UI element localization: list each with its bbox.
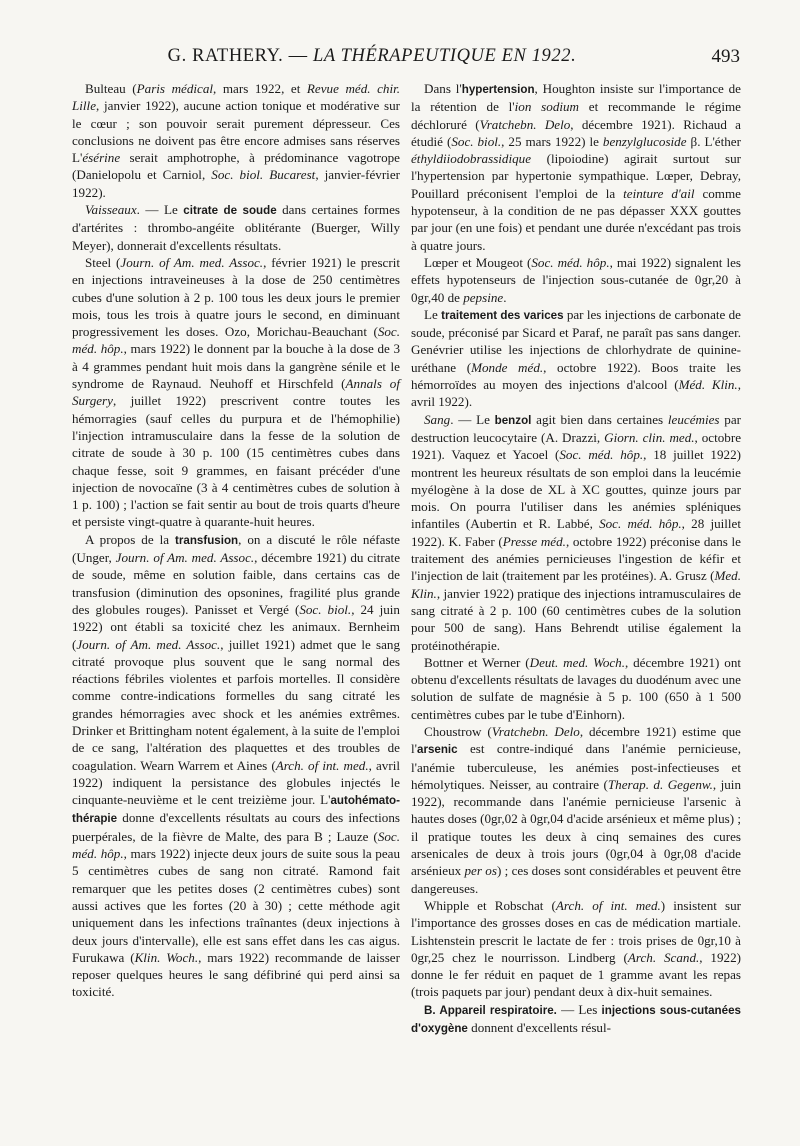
text-run: agit bien dans certaines [531,411,668,427]
paragraph-duodenum [411,654,741,723]
text-run: β. L'éther [686,133,741,149]
italic-text: Méd. Klin. [678,377,738,393]
paragraph-varices [411,306,741,411]
text-run: , 1922) donne le fer réduit en paquet de 1 gramme avant les repas (trois paquets par jour) pendant deux à dix-huit semaines. [411,949,741,1000]
bold-term: B. Appareil respiratoire. [424,1003,557,1017]
italic-text: Vratchebn. Delo [479,116,571,132]
text-run: , décembre 1921) estime que l' [411,723,741,757]
text-run: , octobre 1922) préconise dans le traitement des anémies pernicieuses l'ingestion de kéfir et l'injection de lait (traitement par les protéines). A. Grusz ( [411,533,741,584]
page-number: 493 [711,46,740,67]
text-run: , mars 1922) injecte deux jours de suite sous la peau 5 centimètres cubes de sang non citraté. Ramond fait remarquer que les petites doses (2 centimètres cubes) sont aussi actives que les fortes (20 à 30) ; cette méthode agit uniquement dans les infections traînantes (deux injections à deux jours d'intervalle), elle est sans effet dans les cas aigus. Furukawa ( [72,846,400,965]
italic-text: Soc. méd. hôp. [559,447,644,463]
text-run: , 24 juin 1922) ont établi sa toxicité chez les animaux. Bernheim ( [72,601,400,652]
italic-text: ésérine [82,150,121,166]
italic-text: Revue méd. chir. Lille [72,81,400,114]
text-run: Bulteau ( [85,81,137,96]
text-run: , janvier 1922) pratique des injections intramusculaires de sang citraté à 2 p. 100 (60 centimètres cubes de la solution pour 500 de sang). Hans Behrendt utilise également la protéinothérapie. [411,585,741,653]
text-run: , février 1921) le prescrit en injections intraveineuses à la dose de 250 centimètres cubes d'une solution à 2 p. 100 tous les deux jours le premier mois, tous les trois à quatre jours le second, en diminuant progressivement les doses. Ozo, Morichau-Beauchant ( [72,254,401,340]
text-run: comme hypotenseur, à la condition de ne pas dépasser XXX gouttes par jour (en une fois) et pendant une durée n'excédant pas trois à quatre jours. [411,185,741,253]
text-run: , juillet 1921) admet que le sang citraté provoque plus souvent que le sang normal des réactions fébriles violentes et parfois mortelles. Il considère comme contre-indications formelles du sang citraté les grandes hémorragies avec shock et les anémies extrêmes. Drinker et Brittingham notent également, à la suite de l'emploi de ce sang, l'altération des plaquettes et des troubles de coagulation. Wearn Warrem et Aines ( [72,636,401,773]
text-run: . — Le [450,411,495,427]
text-run: , janvier-février 1922). [72,167,400,200]
text-run: est contre-indiqué dans l'anémie pernicieuse, l'anémie tuberculeuse, les anémies post-infectieuses et hémolytiques. Neisser, au contraire ( [411,741,741,792]
bold-term: benzol [494,413,532,427]
text-run: ) ; ces doses sont considérables et peuvent être dangereuses. [411,863,741,896]
text-run: , 28 juillet 1922). K. Faber ( [411,516,741,549]
text-run: dans certaines formes d'artérites : thrombo-angéite oblitérante (Buerger, Willy Meyer), donnerait d'excellents résultats. [72,202,400,253]
text-run: par les injections de carbonate de soude, préconisé par Sicard et Paraf, ne paraît pas sans danger. Genévrier utilise les injections de chlorhydrate de quinine-uréthane ( [411,306,741,375]
italic-text: Soc. biol. Bucarest [211,167,316,183]
italic-text: Deut. med. Woch. [529,654,626,670]
italic-text: Arch. of int. med. [275,757,369,773]
italic-text: pepsine [463,289,504,305]
text-run: , octobre 1922). Boos traite les hémorroïdes au moyen des injections d'alcool ( [411,359,741,393]
text-run: Whipple et Robschat ( [424,897,556,913]
italic-text: Journ. of Am. med. Assoc. [76,636,221,652]
paragraph-vaisseaux [72,201,400,254]
italic-text: Vaisseaux [85,202,137,218]
text-run: , avril 1922). [411,377,741,410]
italic-text: Soc. biol. [451,133,502,149]
text-run: Le [424,306,442,322]
italic-text: Sang [424,411,451,427]
text-run: et recommande le régime déchloruré ( [411,99,741,132]
italic-text: Journ. of Am. med. Assoc. [115,550,255,566]
running-head-author: G. RATHERY. — [167,46,313,66]
paragraph-appareil-respiratoire [411,1001,741,1038]
text-run: . [503,289,507,305]
text-run: , décembre 1921) du citrate de soude, même en solution faible, dans certains cas de transfusion (diminution des opsonines, fragilité plus grande des globules rouges). Panisset et Vergé ( [72,550,401,617]
italic-text: Paris médical [136,81,214,96]
italic-text: Presse méd. [502,533,566,549]
paragraph-hypertension [411,80,741,254]
text-run: , avril 1922) indiquent la persistance des globules injectés le cinquante-neuvième et le cent treizième jour. L' [72,757,400,808]
bold-term: transfusion [175,533,239,547]
text-run: A propos de la [85,531,175,547]
italic-text: Giorn. clin. med. [604,429,695,445]
italic-text: Monde méd. [471,359,544,375]
text-run: par destruction leucocytaire (A. Drazzi, [411,411,741,445]
text-run: , janvier 1922), aucune action tonique et modérative sur le cœur ; son pouvoir serait purement dépresseur. Ces conclusions ne doivent pas être encore admises sans réserves L' [72,98,400,166]
text-run: Bottner et Werner ( [424,654,530,670]
running-head-title: LA THÉRAPEUTIQUE EN 1922. [312,46,577,66]
italic-text: Annals of Surgery [72,376,400,409]
text-run: , on a discuté le rôle néfaste (Unger, [72,531,400,566]
text-run: , juillet 1922) prescrivent contre toutes les hémorragies (sauf celles du purpura et de l'hémophilie) l'injection intramusculaire dans la fesse de la solution de citrate de soude à 30 p. 100 (15 centimètres cubes dans chaque fesse, soit 9 grammes, en faisant précéder d'une injection de novocaïne (3 à 4 centimètres cubes de solution à 1 p. 100) ; l'action se fait sentir au bout de trois quarts d'heure et persiste vingt-quatre à quarante-huit heures. [72,393,400,530]
bold-term: traitement des varices [441,308,564,322]
running-head [72,46,672,67]
text-run: , décembre 1921) ont obtenu d'excellents résultats de lavages du duodénum avec une solution de sulfate de magnésie à 5 p. 100 (650 à 1 500 centimètres cubes par le tube d'Einhorn). [411,654,742,722]
paragraph-arsenic [411,723,741,897]
paragraph-transfusion [72,531,400,1001]
text-run: Steel ( [85,254,121,270]
text-run: , 18 juillet 1922) montrent les heureux résultats de son emploi dans la leucémie myélogène à la dose de XL à XC gouttes, quinze jours par mois. On pourra l'utiliser dans les anémies spléniques infantiles (Aubertin et R. Labbé, [411,447,741,532]
italic-text: Med. Klin. [411,568,741,601]
italic-text: leucémies [667,411,720,427]
left-column [72,80,400,1001]
text-run: donne d'excellents résultats au cours des infections puerpérales, de la fièvre de Malte, des para B ; Lauze ( [72,810,400,844]
text-run: , octobre 1921). Vaquez et Yacoel ( [411,429,742,463]
text-run: , mars 1922) recommande de laisser reposer quelques heures le sang défibriné qui perd ainsi sa toxicité. [72,949,400,1000]
text-run: serait amphotrophe, à prédominance vagotrope (Danielopolu et Carniol, [72,150,400,183]
paragraph-sang-benzol [411,411,741,654]
text-run: , Houghton insiste sur l'importance de la rétention de l' [411,81,741,115]
page-header [72,46,740,76]
text-run: donnent d'excellents résul- [467,1020,611,1036]
paragraph-esérine [72,80,400,201]
italic-text: Klin. Woch. [134,949,199,965]
bold-term: citrate de soude [183,204,277,218]
italic-text: Soc. méd. hôp. [531,254,610,270]
italic-text: teinture d'ail [623,185,695,201]
text-run: Dans l' [424,81,462,96]
text-run: Lœper et Mougeot ( [424,254,532,270]
paragraph-steel [72,254,400,531]
italic-text: per os [464,863,497,879]
italic-text: Soc. méd. hôp. [72,828,400,862]
text-run: , mars 1922, et [213,81,307,96]
text-run: — Les [556,1001,602,1017]
italic-text: Arch. Scand. [627,949,700,965]
text-run: ) insistent sur l'importance des grosses doses en cas de médication martiale. Lishtenstein prescrit le lactate de fer : trois prises de 0gr,10 à 0gr,25 chez le nourrisson. Lindberg ( [411,897,741,965]
text-run: , décembre 1921). Richaud a étudié ( [411,116,741,149]
bold-term: injections sous-cutanées d'oxygène [411,1003,741,1036]
text-run: , mai 1922) signalent les effets hypotenseurs de l'injection sous-cutanée de 0gr,20 à 0gr,40 de [411,254,741,305]
italic-text: Soc. méd. hôp. [72,324,400,357]
italic-text: benzylglucoside [602,133,687,149]
bold-term: hypertension [461,83,535,96]
paragraph-pepsine [411,254,741,306]
italic-text: Soc. méd. hôp. [599,516,682,532]
text-run: (lipoiodine) agirait surtout sur l'hypertension par hypertonie sympathique. Lœper, Debray, Pouillard préconisent l'emploi de la [411,151,741,201]
italic-text: éthyldiiodobrassidique [411,151,532,167]
paragraph-fer [411,897,741,1001]
italic-text: Journ. of Am. med. Assoc. [120,254,264,270]
italic-text: ion sodium [514,99,580,115]
text-run: , mars 1922) le donnent par la bouche à la dose de 3 à 4 grammes pendant huit mois dans la gangrène sénile et le syndrome de Raynaud. Neuhoff et Hirschfeld ( [72,341,400,392]
bold-term: arsenic [417,743,458,757]
italic-text: Arch. of int. med. [555,897,661,913]
text-run: Choustrow ( [424,723,492,739]
text-run: , juin 1922), recommande dans l'anémie pernicieuse l'arsenic à hautes doses (0gr,02 à 0gr,04 d'acide arsénieux et même plus) ; il pratique toutes les deux à cinq semaines des cures arsenicales de deux à trois jours (0gr,04 à 0gr,08 d'acide arsénieux [411,776,742,879]
right-column [411,80,741,1037]
italic-text: Therap. d. Gegenw. [607,776,713,792]
text-run: , 25 mars 1922) le [501,133,603,149]
italic-text: Vratchebn. Delo [491,723,580,739]
text-run: . — Le [136,202,184,218]
italic-text: Soc. biol. [299,601,352,617]
bold-term: autohémato-thérapie [72,794,400,826]
